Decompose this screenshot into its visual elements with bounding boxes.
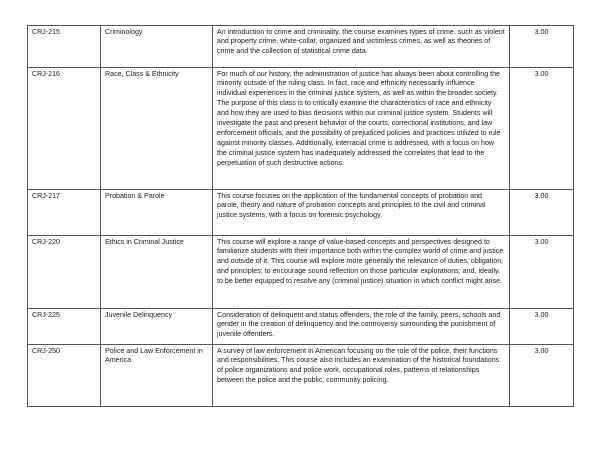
course-description: An introduction to crime and criminality, the course examines types of crime, such as violent and property crime, white-collar, organized and victimless crimes, as well as theories of crime and the collection of statistical crime data. — [213, 26, 510, 68]
table-row — [28, 236, 574, 309]
course-description: This course focuses on the application of the fundamental concepts of probation and parole, theory and nature of probation concepts and principles to the civil and criminal justice systems, with a focus on forensic psychology. — [213, 190, 510, 236]
course-title: Juvenile Delinquency — [101, 309, 213, 345]
course-title: Probation & Parole — [101, 190, 213, 236]
table-row — [28, 68, 574, 190]
course-code: CRJ-250 — [28, 345, 101, 407]
course-description: Consideration of delinquent and status offenders, the role of the family, peers, schools and gender in the creation of delinquency and the controversy surrounding the punishment of juvenile offenders. — [213, 309, 510, 345]
course-code: CRJ-216 — [28, 68, 101, 190]
course-credits: 3.00 — [510, 236, 574, 309]
course-title: Police and Law Enforcement in America — [101, 345, 213, 407]
table-row — [28, 26, 574, 68]
course-title: Criminology — [101, 26, 213, 68]
course-table — [27, 25, 574, 407]
course-title: Race, Class & Ethnicity — [101, 68, 213, 190]
document-page — [27, 25, 573, 407]
course-code: CRJ-217 — [28, 190, 101, 236]
course-description: For much of our history, the administration of justice has always been about controlling the minority outside of the ruling class. In fact, race and ethnicity necessarily influence individual experiences in the criminal justice system, as well as within the broader society. The purpose of this class is to critically examine the characteristics of race and ethnicity and how they are used to bias decisions within our criminal justice system. Students will investigate the past and present behavior of the courts, correctional institutions, and law enforcement officials, and the possibility of prejudiced policies and practices utilized to rule against minority classes. Additionally, interracial crime is addressed, with a focus on how the criminal justice system has inadequately addressed the correlates that lead to the perpetuation of such destructive actions. — [213, 68, 510, 190]
course-code: CRJ-220 — [28, 236, 101, 309]
course-description: A survey of law enforcement in American focusing on the role of the police, their functions and responsibilities. This course also includes an examination of the historical foundations of police organizations and police work, occupational roles, patterns of relationships between the police and the public, community policing. — [213, 345, 510, 407]
course-credits: 3.00 — [510, 345, 574, 407]
course-credits: 3.00 — [510, 190, 574, 236]
course-title: Ethics in Criminal Justice — [101, 236, 213, 309]
table-row — [28, 345, 574, 407]
course-credits: 3.00 — [510, 26, 574, 68]
course-credits: 3.00 — [510, 309, 574, 345]
table-row — [28, 309, 574, 345]
course-code: CRJ-215 — [28, 26, 101, 68]
table-row — [28, 190, 574, 236]
course-credits: 3.00 — [510, 68, 574, 190]
course-description: This course will explore a range of value-based concepts and perspectives designed to familiarize students with their importance both within the complex world of crime and justice and outside of it. This course will explore more generally the relevance of duties, obligation, and principles; to encourage sound reflection on those particular explorations; and, ideally, to be better equipped to resolve any (criminal justice) situation in which conflict might arise. — [213, 236, 510, 309]
course-code: CRJ-225 — [28, 309, 101, 345]
